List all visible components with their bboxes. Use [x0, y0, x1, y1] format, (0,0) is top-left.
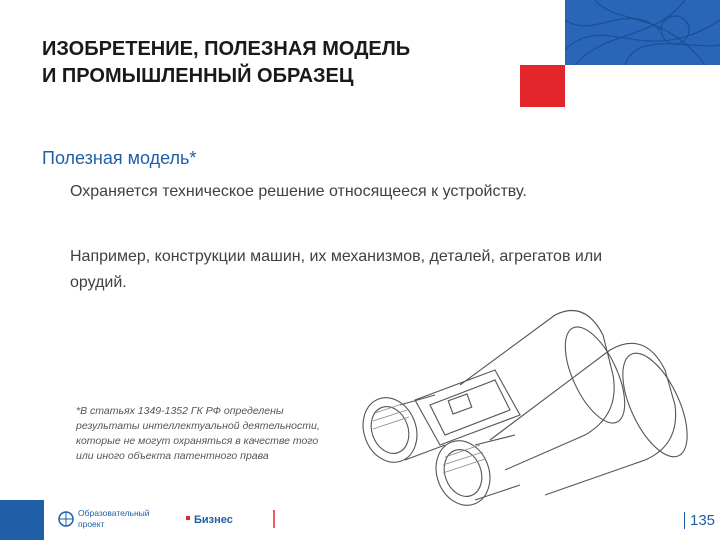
paragraph-1: Охраняется техническое решение относящееся к устройству.: [70, 183, 527, 200]
page-number: 135: [684, 512, 715, 529]
slide-title: [42, 36, 512, 90]
logo1-line2: проект: [78, 519, 105, 529]
decorative-red-block: [520, 65, 565, 107]
education-project-logo: [58, 506, 188, 532]
section-subtitle: Полезная модель*: [42, 148, 197, 168]
binoculars-drawing: [345, 295, 720, 510]
title-line-2: И ПРОМЫШЛЕННЫЙ ОБРАЗЕЦ: [42, 65, 354, 87]
footer-blue-block: [0, 500, 44, 540]
title-line-1: ИЗОБРЕТЕНИЕ, ПОЛЕЗНАЯ МОДЕЛЬ: [42, 38, 411, 60]
red-dot-icon: [186, 516, 190, 520]
business-logo: [186, 506, 276, 532]
footnote: *В статьях 1349-1352 ГК РФ определены результаты интеллектуальной деятельности, которые не могут охраняться в качестве того или иного объекта патентного права: [76, 405, 320, 462]
logo2-text: Бизнес: [194, 514, 233, 526]
logo1-line1: Образовательный: [78, 508, 150, 518]
paragraph-2: Например, конструкции машин, их механизмов, деталей, агрегатов или орудий.: [70, 248, 603, 291]
decorative-blue-block: [565, 0, 720, 65]
